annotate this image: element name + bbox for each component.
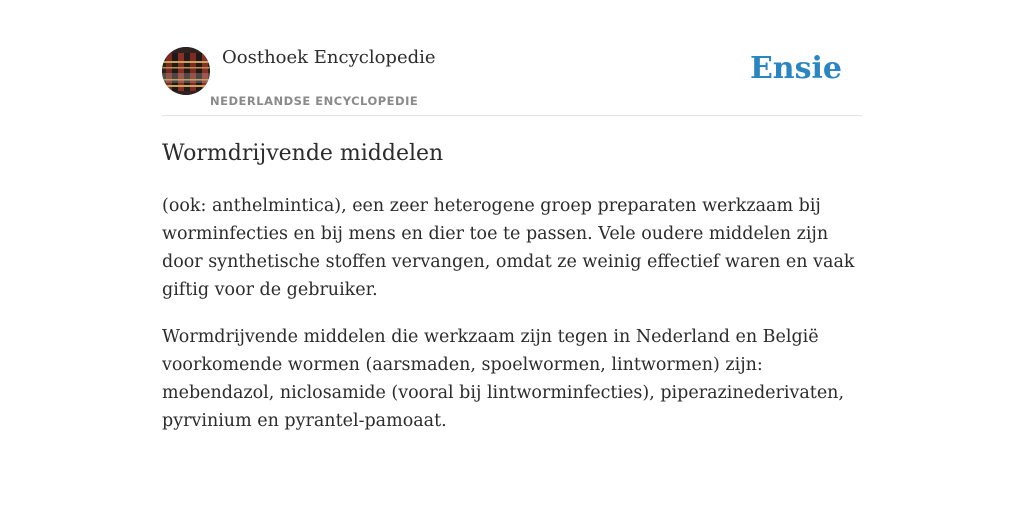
site-title[interactable]: Oosthoek Encyclopedie [222,47,436,68]
ensie-brand-link[interactable]: Ensie [749,51,842,86]
site-subtitle: NEDERLANDSE ENCYCLOPEDIE [210,94,419,108]
article-paragraph: Wormdrijvende middelen die werkzaam zijn tegen in Nederland en België voorkomende wormen (aarsmaden, spoelwormen, lintwormen) zijn: mebendazol, niclosamide (vooral bij lintworminfecties), piperazinederivaten, pyrvinium en pyrantel-pamoaat. [162,327,845,431]
article-paragraph: (ook: anthelmintica), een zeer heterogene groep preparaten werkzaam bij worminfecties en bij mens en dier toe te passen. Vele oudere middelen zijn door synthetische stoffen vervangen, omdat ze weinig effectief waren en vaak giftig voor de gebruiker. [162,196,855,300]
article [162,138,862,435]
encyclopedia-books-icon[interactable] [162,47,210,95]
site-header [162,46,862,116]
article-title: Wormdrijvende middelen [162,141,444,166]
